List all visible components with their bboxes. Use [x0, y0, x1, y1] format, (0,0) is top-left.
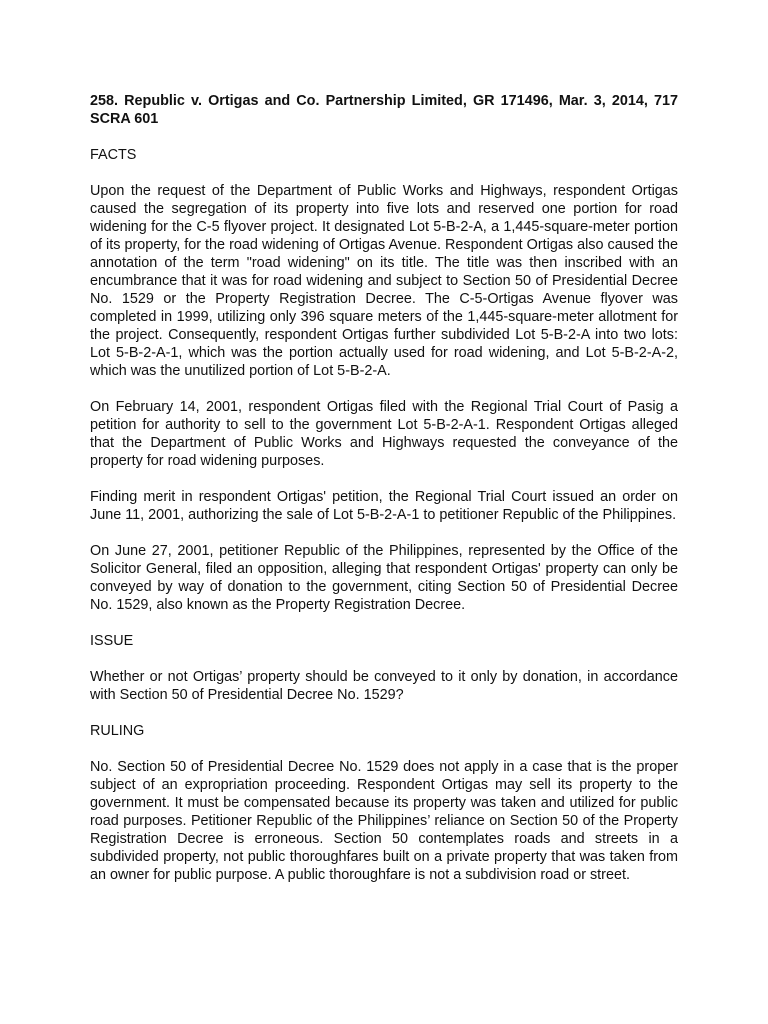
issue-paragraph: Whether or not Ortigas’ property should be conveyed to it only by donation, in accordance with Section 50 of Presidential Decree No. 1529?	[90, 669, 678, 703]
facts-paragraph-3: Finding merit in respondent Ortigas' petition, the Regional Trial Court issued an order on June 11, 2001, authorizing the sale of Lot 5-B-2-A-1 to petitioner Republic of the Philippines.	[90, 489, 678, 523]
ruling-paragraph: No. Section 50 of Presidential Decree No. 1529 does not apply in a case that is the proper subject of an expropriation proceeding. Respondent Ortigas may sell its property to the government. It must be compensated because its property was taken and utilized for public road purposes. Petitioner Republic of the Philippines’ reliance on Section 50 of the Property Registration Decree is erroneous. Section 50 contemplates roads and streets in a subdivided property, not public thoroughfares built on a private property that was taken from an owner for public purpose. A public thoroughfare is not a subdivision road or street.	[90, 759, 678, 883]
facts-paragraph-4: On June 27, 2001, petitioner Republic of the Philippines, represented by the Office of the Solicitor General, filed an opposition, alleging that respondent Ortigas' property can only be conveyed by way of donation to the government, citing Section 50 of Presidential Decree No. 1529, also known as the Property Registration Decree.	[90, 543, 678, 613]
ruling-heading: RULING	[90, 723, 145, 739]
facts-paragraph-2: On February 14, 2001, respondent Ortigas filed with the Regional Trial Court of Pasig a petition for authority to sell to the government Lot 5-B-2-A-1. Respondent Ortigas alleged that the Department of Public Works and Highways requested the conveyance of the property for road widening purposes.	[90, 399, 678, 469]
facts-heading: FACTS	[90, 147, 137, 163]
issue-heading: ISSUE	[90, 633, 134, 649]
document-page	[90, 92, 678, 902]
case-title: 258. Republic v. Ortigas and Co. Partnership Limited, GR 171496, Mar. 3, 2014, 717 SCRA 601	[90, 93, 678, 127]
facts-paragraph-1: Upon the request of the Department of Public Works and Highways, respondent Ortigas caused the segregation of its property into five lots and reserved one portion for road widening for the C-5 flyover project. It designated Lot 5-B-2-A, a 1,445-square-meter portion of its property, for the road widening of Ortigas Avenue. Respondent Ortigas also caused the annotation of the term "road widening" on its title. The title was then inscribed with an encumbrance that it was for road widening and subject to Section 50 of Presidential Decree No. 1529 or the Property Registration Decree. The C-5-Ortigas Avenue flyover was completed in 1999, utilizing only 396 square meters of the 1,445-square-meter allotment for the project. Consequently, respondent Ortigas further subdivided Lot 5-B-2-A into two lots: Lot 5-B-2-A-1, which was the portion actually used for road widening, and Lot 5-B-2-A-2, which was the unutilized portion of Lot 5-B-2-A.	[90, 183, 678, 379]
